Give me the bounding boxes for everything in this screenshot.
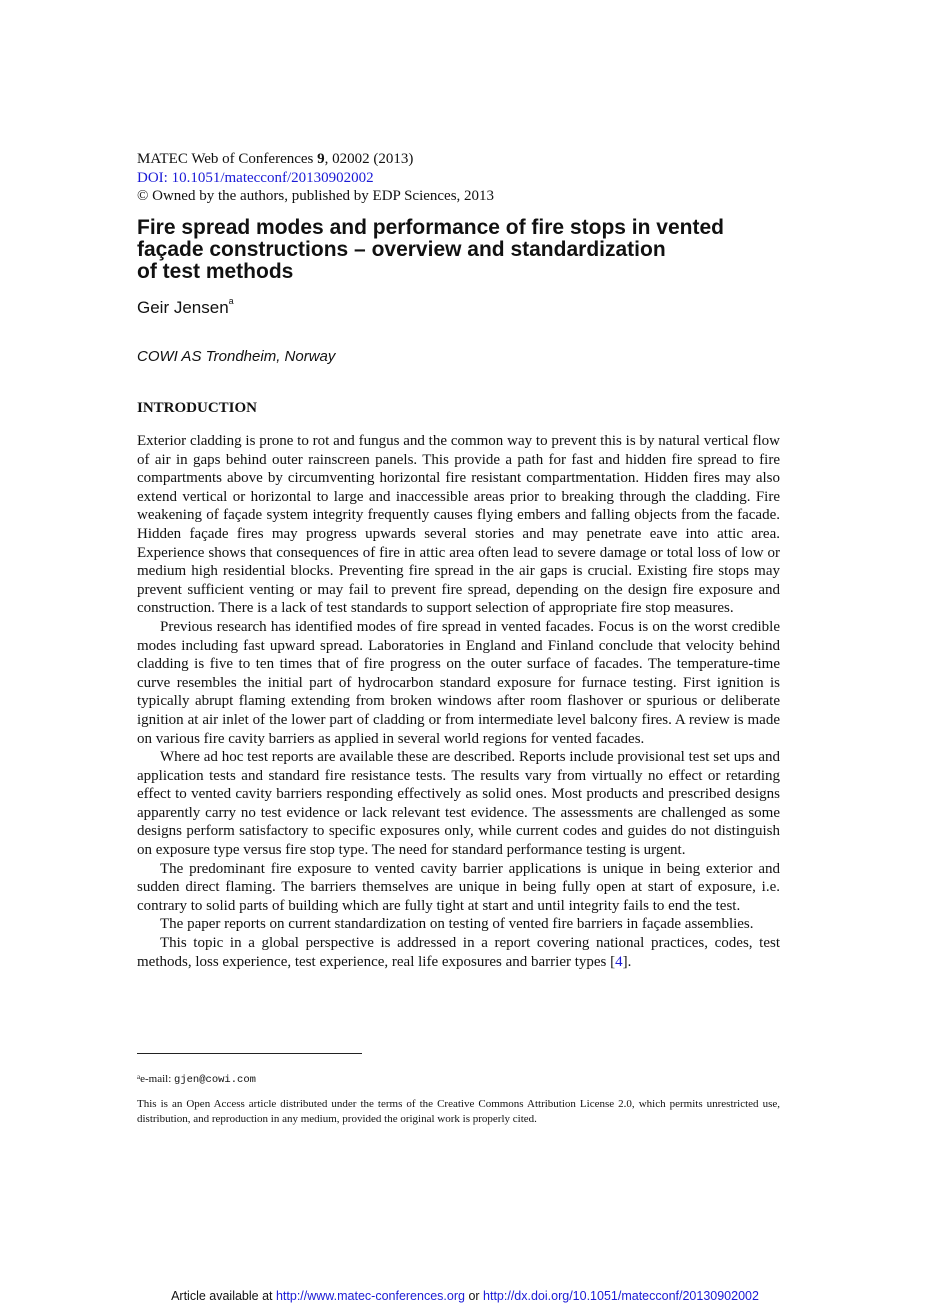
journal-volume: 9 [317,151,325,167]
author-footnote-mark: a [228,296,234,306]
paragraph: Previous research has identified modes of fire spread in vented facades. Focus is on the worst credible modes including fast upward spread. Laboratories in England and Finland conclude that velocity behind cladding is five to ten times that of fire progress on the outer surface of facades. The temperature-time curve resembles the initial part of hydrocarbon standard exposure for furnace testing. First ignition is typically abrupt flaming extending from broken windows after room flashover or spurious or deliberate ignition at air inlet of the lower part of cladding or from intermediate level balcony fires. A review is made on various fire cavity barriers as applied in several world regions for vented facades. [137,618,780,747]
email-footnote: $^a$e-mail: gjen@cowi.com [137,1073,256,1086]
paragraph: The paper reports on current standardization on testing of vented fire barriers in façade assemblies. [160,916,754,933]
footnote-divider [137,1053,362,1054]
author-email[interactable]: gjen@cowi.com [174,1074,256,1086]
section-body [137,432,780,971]
paragraph: This topic in a global perspective is addressed in a report covering national practices, codes, test methods, loss experience, test experience, real life exposures and barrier types [4]. [137,935,780,970]
copyright-line: © Owned by the authors, published by EDP Sciences, 2013 [137,188,495,204]
journal-header [137,150,494,206]
paragraph: Where ad hoc test reports are available these are described. Reports include provisional test set ups and application tests and standard fire resistance tests. The results vary from virtually no effect or retarding effect to vented cavity barriers responding effectively as solid ones. Most products and prescribed designs apparently carry no test evidence or lack relevant test evidence. The assessments are challenged as some designs perform satisfactory to specific exposures only, while current codes and guides do not distinguish on exposure type versus fire stop type. The need for standard performance testing is urgent. [137,749,780,859]
affiliation: COWI AS Trondheim, Norway [137,348,336,365]
footnote-mark: a [137,1073,141,1081]
paragraph: Exterior cladding is prone to rot and fungus and the common way to prevent this is by natural vertical flow of air in gaps behind outer rainscreen panels. This provide a path for fast and hidden fire spread to fire compartments above by circumventing horizontal fire resistant compartmentation. Hidden fires may also extend vertical or horizontal to large and inaccessible areas prior to breaking through the cladding. Fire weakening of façade system integrity frequently causes flying embers and falling objects from the facade. Hidden façade fires may progress upwards several stories and may penetrate eave into attic area. Experience shows that consequences of fire in attic area often lead to severe damage or total loss of low or medium high residential blocks. Preventing fire spread in the air gaps is crucial. Existing fire stops may prevent sufficient venting or may fail to prevent fire spread, depending on the design fire exposure and construction. There is a lack of test standards to support selection of appropriate fire stop measures. [137,433,780,617]
license-notice: This is an Open Access article distributed under the terms of the Creative Commons Attribution License 2.0, which permits unrestricted use, distribution, and reproduction in any medium, provided the original work is properly cited. [137,1098,780,1125]
doi-url-link[interactable]: http://dx.doi.org/10.1051/matecconf/20130902002 [483,1289,759,1303]
author-name: Geir Jensen$^a$ [137,296,234,317]
journal-citation: MATEC Web of Conferences 9, 02002 (2013) [137,151,414,167]
section-heading: INTRODUCTION [137,400,258,416]
reference-link[interactable]: 4 [615,953,623,970]
matec-url-link[interactable]: http://www.matec-conferences.org [275,1289,465,1303]
paragraph: The predominant fire exposure to vented cavity barrier applications is unique in being exterior and sudden direct flaming. The barriers themselves are unique in being fully open at start of exposure, i.e. contrary to solid parts of building which are fully tight at start and until integrity fails to end the test. [137,860,780,914]
article-footer: Article available at http://www.matec-conferences.org or http://dx.doi.org/10.1051/matecconf/20130902002 [171,1289,759,1303]
doi-link[interactable]: DOI: 10.1051/matecconf/20130902002 [137,169,374,186]
paper-title: Fire spread modes and performance of fire stops in vented façade constructions – overview and standardization of test methods [137,216,724,283]
